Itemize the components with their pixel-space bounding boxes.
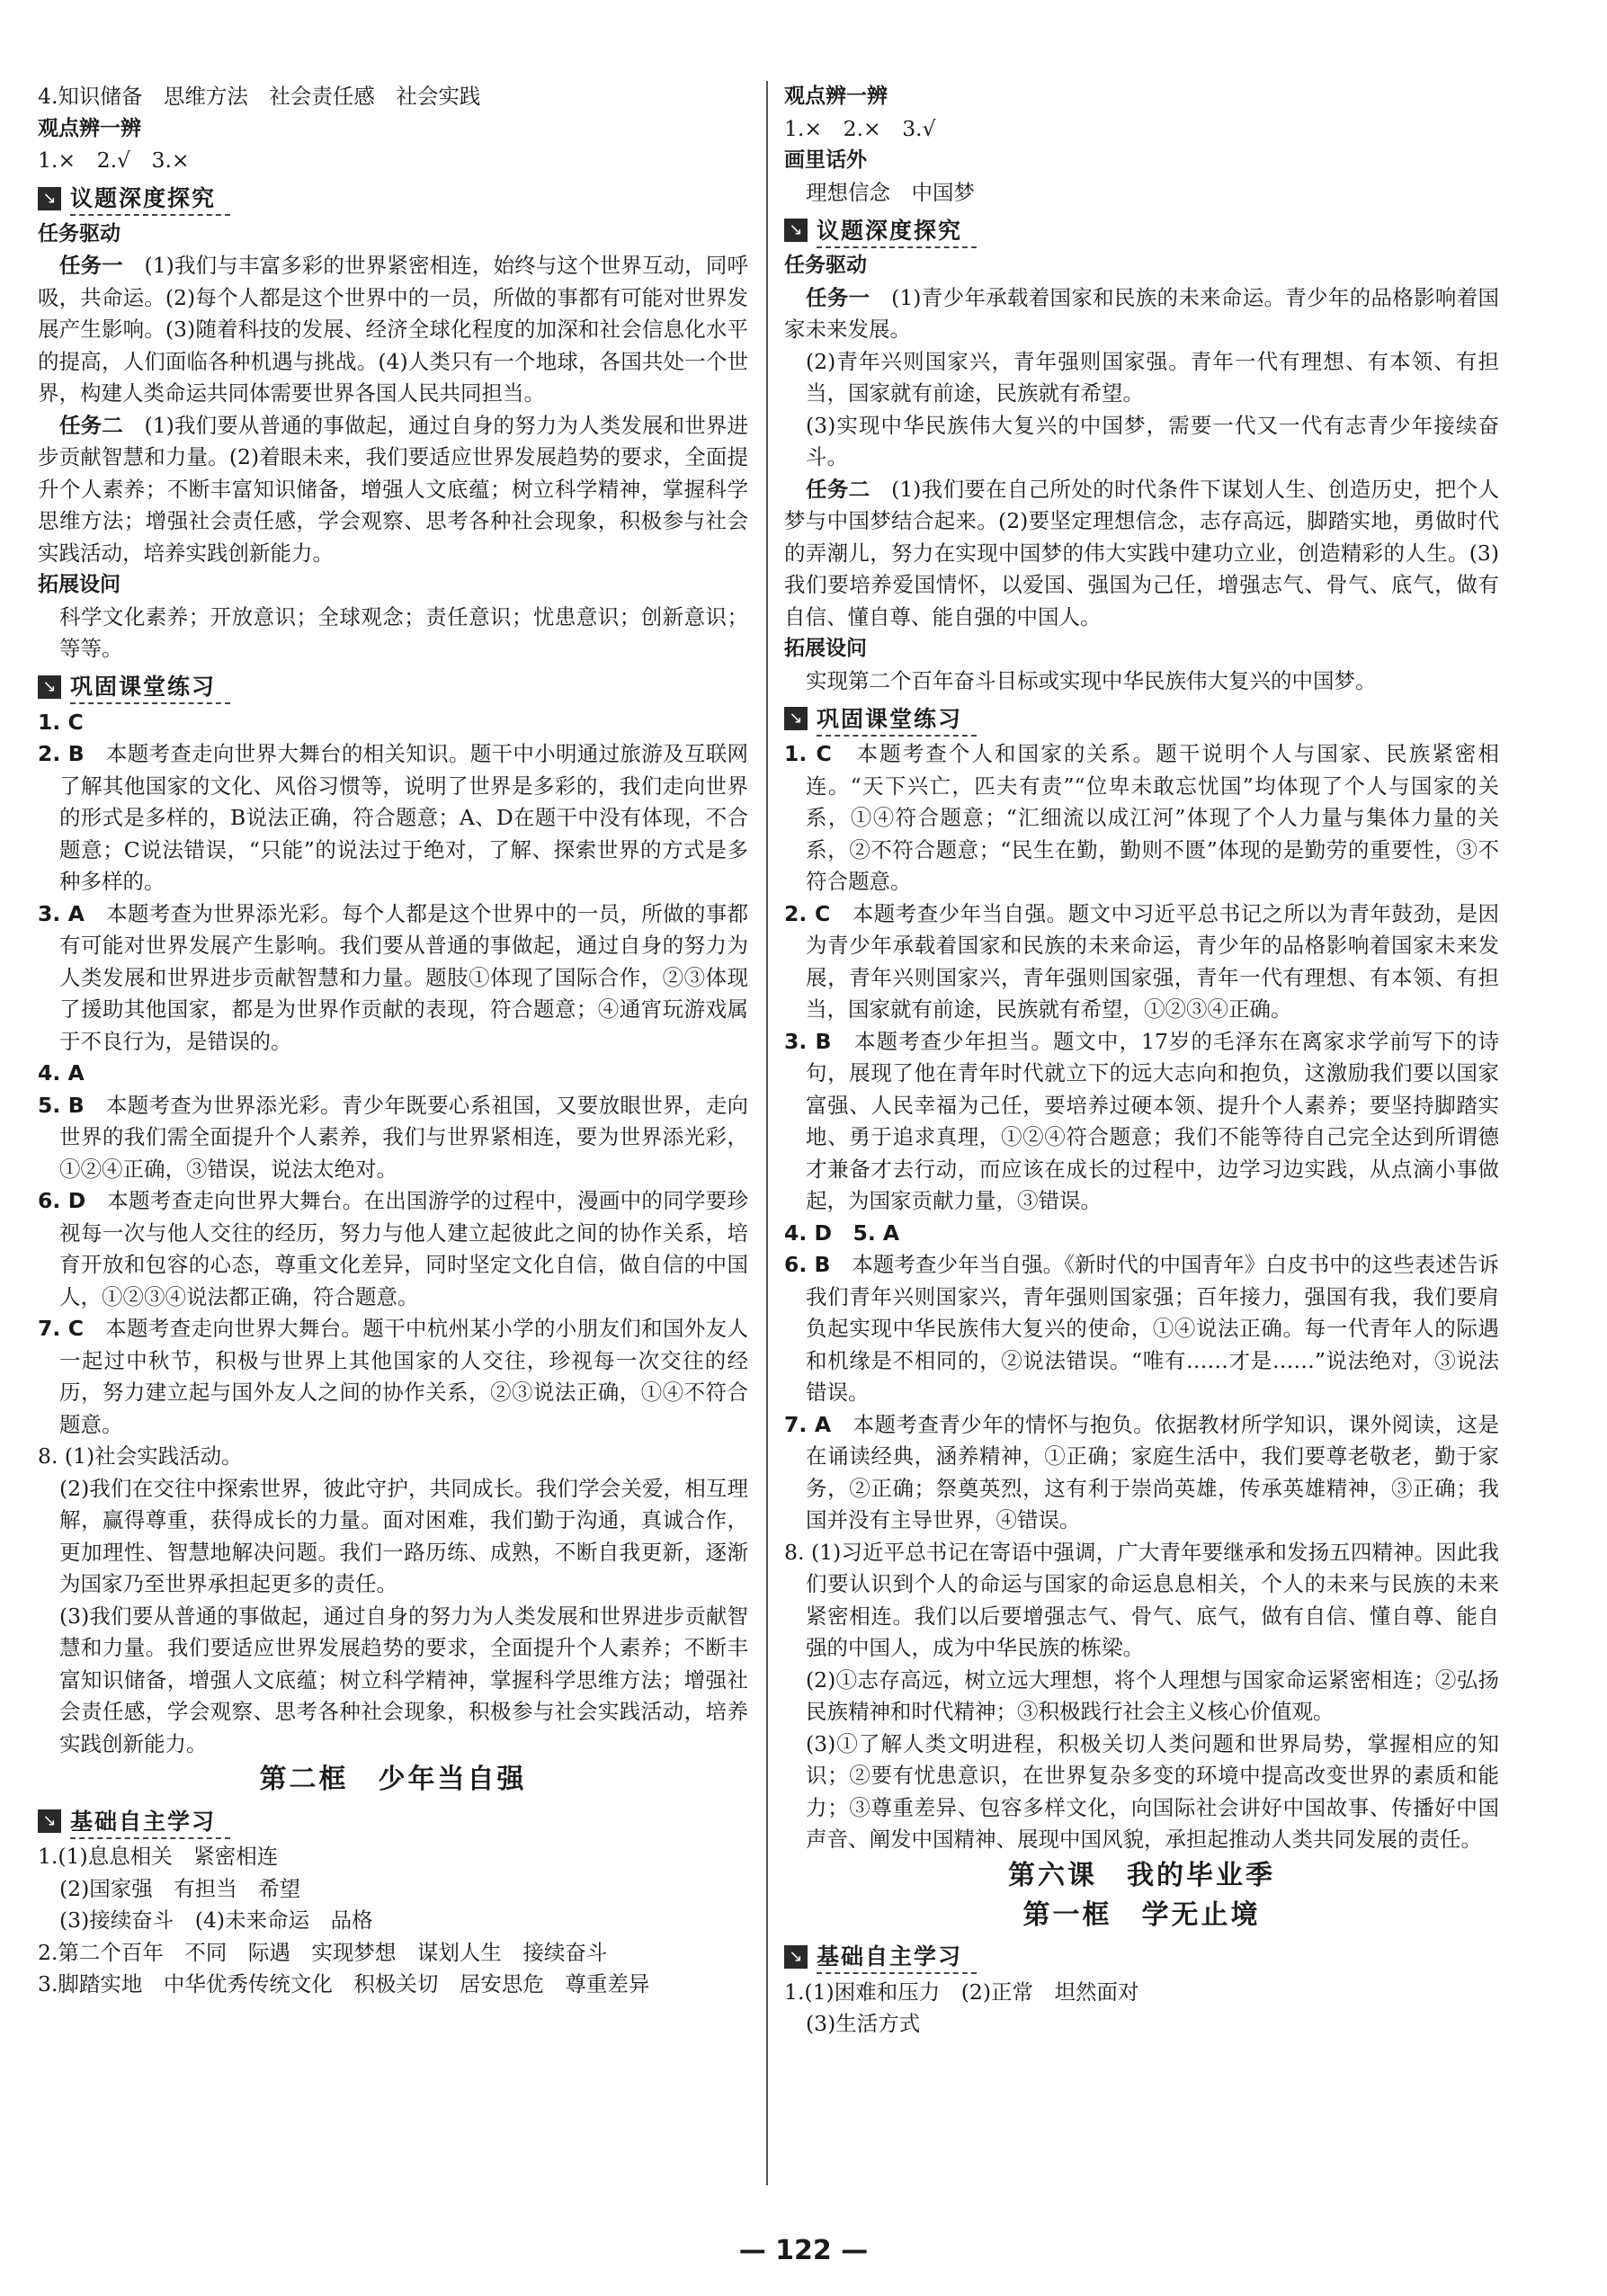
answer-text: (2)我们在交往中探索世界，彼此守护，共同成长。我们学会关爱，相互理解，赢得尊重，获得成长的力量。面对困难，我们勤于沟通，真诚合作，更加理性、智慧地解决问题。我们一路历练、成熟，不断自我更新，逐渐为国家乃至世界承担起更多的责任。	[59, 1475, 748, 1596]
answer-item	[784, 1218, 1499, 1250]
answer-text: 本题考查走向世界大舞台的相关知识。题干中小明通过旅游及互联网了解其他国家的文化、风俗习惯等，说明了世界是多彩的，我们走向世界的形式是多样的，B说法正确，符合题意；A、D在题干中没有体现，不合题意；C说法错误，“只能”的说法过于绝对，了解、探索世界的方式是多种多样的。	[59, 741, 749, 894]
answer-item	[784, 1249, 1499, 1409]
task-label: 任务驱动	[38, 221, 121, 246]
arrow-icon: ↘	[784, 707, 808, 730]
task-body: (1)我们要在自己所处的时代条件下谋划人生、创造历史，把个人梦与中国梦结合起来。(2)要坚定理想信念，志存高远，脚踏实地，勇做时代的弄潮儿，努力在实现中国梦的伟大实践中建功立业，创造精彩的人生。(3)我们要培养爱国情怀，以爱国、强国为己任，增强志气、骨气、底气，做有自信、懂自尊、能自强的中国人。	[784, 476, 1499, 630]
answer-text: 本题考查走向世界大舞台。题干中杭州某小学的小朋友们和国外友人一起过中秋节，积极与世界上其他国家的人交往，珍视每一次交往的经历，努力建立起与国外友人之间的协作关系，②③说法正确，①④不符合题意。	[59, 1316, 748, 1437]
section-header	[784, 212, 1499, 248]
answer-item	[784, 1409, 1499, 1537]
answer-number: 4. D 5. A	[784, 1219, 900, 1246]
answer-item	[784, 898, 1499, 1026]
task-head: 任务一	[806, 284, 870, 310]
section-title: 议题深度探究	[817, 213, 977, 248]
answer-item	[38, 1185, 748, 1313]
task-label: 任务驱动	[784, 254, 867, 277]
answer-text: 本题考查青少年的情怀与抱负。依据教材所学知识，课外阅读，这是在诵读经典，涵养精神，①正确；家庭生活中，我们要尊老敬老，勤于家务，②正确；祭奠英烈，这有利于崇尚英雄，传承英雄精神，③正确；我国并没有主导世界，④错误。	[806, 1411, 1500, 1532]
arrow-icon: ↘	[784, 219, 808, 242]
answer-text: 本题考查少年担当。题文中，17岁的毛泽东在离家求学前写下的诗句，展现了他在青年时代就立下的远大志向和抱负，这激励我们要以国家富强、人民幸福为己任，要培养过硬本领、提升个人素养；要坚持脚踏实地、勇于追求真理，①②④符合题意；我们不能等待自己完全达到所谓德才兼备才去行动，而应该在成长的过程中，边学习边实践，从点滴小事做起，为国家贡献力量，③错误。	[806, 1028, 1500, 1213]
extension-answer: 科学文化素养；开放意识；全球观念；责任意识；忧患意识；创新意识；等等。	[59, 603, 748, 661]
answer-text: (2)①志存高远，树立远大理想，将个人理想与国家命运紧密相连；②弘扬民族精神和时代精神；③积极践行社会主义核心价值观。	[806, 1666, 1499, 1724]
answer-item	[38, 1090, 748, 1186]
section-title: 基础自主学习	[70, 1804, 230, 1839]
task-one	[784, 282, 1499, 346]
answer-number: 6. B	[784, 1252, 831, 1277]
task-two	[38, 410, 748, 570]
task-body: (1)青少年承载着国家和民族的未来命运。青少年的品格影响着国家未来发展。	[784, 284, 1499, 342]
view-label: 观点辨一辨	[38, 116, 141, 140]
view-answers: 1.× 2.√ 3.×	[38, 147, 190, 173]
arrow-icon: ↘	[38, 675, 61, 699]
section-header	[784, 701, 1499, 737]
answer-text: 本题考查走向世界大舞台。在出国游学的过程中，漫画中的同学要珍视每一次与他人交往的经历，努力与他人建立起彼此之间的协作关系，培育开放和包容的心态，尊重文化差异，同时坚定文化自信，做自信的中国人，①②③④说法都正确，符合题意。	[59, 1188, 748, 1309]
answer-line: (3)接续奋斗 (4)未来命运 品格	[59, 1907, 373, 1933]
left-column	[38, 81, 748, 2001]
answer-item	[38, 707, 748, 739]
task-head: 任务二	[59, 412, 123, 438]
answer-text: 本题考查少年当自强。《新时代的中国青年》白皮书中的这些表述告诉我们青年兴则国家兴，青年强则国家强；百年接力，强国有我，我们要肩负起实现中华民族伟大复兴的使命，①④说法正确。每一代青年人的际遇和机缘是不相同的，②说法错误。“唯有……才是……”说法绝对，③说法错误。	[806, 1252, 1500, 1405]
answer-line: (3)生活方式	[806, 2011, 921, 2036]
answer-text: 本题考查为世界添光彩。青少年既要心系祖国，又要放眼世界，走向世界的我们需全面提升个人素养，我们与世界紧相连，要为世界添光彩，①②④正确，③错误，说法太绝对。	[59, 1092, 749, 1182]
task-head: 任务二	[806, 476, 870, 502]
page-number: — 122 —	[738, 2235, 869, 2266]
answer-item	[38, 1313, 748, 1441]
answer-number: 5. B	[38, 1092, 85, 1118]
task-body: (1)我们与丰富多彩的世界紧密相连，始终与这个世界互动，同呼吸，共命运。(2)每个人都是这个世界中的一员，所做的事都有可能对世界发展产生影响。(3)随着科技的发展、经济全球化程度的加深和社会信息化水平的提高，人们面临各种机遇与挑战。(4)人类只有一个地球，各国共处一个世界，构建人类命运共同体需要世界各国人民共同担当。	[38, 253, 749, 406]
section-header	[38, 181, 748, 217]
answer-line: (2)国家强 有担当 希望	[59, 1875, 301, 1901]
right-column	[784, 81, 1499, 2041]
answer-item	[784, 738, 1499, 898]
answer-text: 本题考查个人和国家的关系。题干说明个人与国家、民族紧密相连。“天下兴亡，匹夫有责”“位卑未敢忘忧国”均体现了个人与国家的关系，①④符合题意；“汇细流以成江河”体现了个人力量与集体力量的关系，②不符合题意；“民生在勤，勤则不匮”体现的是勤劳的重要性，③不符合题意。	[806, 741, 1500, 894]
section-title: 议题深度探究	[70, 181, 230, 216]
answer-text: (3)我们要从普通的事做起，通过自身的努力为人类发展和世界进步贡献智慧和力量。我们要适应世界发展趋势的要求，全面提升个人素养；不断丰富知识储备，增强人文底蕴；树立科学精神，掌握科学思维方法；增强社会责任感，学会观察、思考各种社会现象，积极参与社会实践活动，培养实践创新能力。	[59, 1603, 748, 1756]
answer-item: 8. (1)社会实践活动。	[38, 1443, 243, 1469]
arrow-icon: ↘	[38, 187, 61, 210]
answer-line: 2.第二个百年 不同 际遇 实现梦想 谋划人生 接续奋斗	[38, 1939, 608, 1965]
task-two	[784, 474, 1499, 634]
picture-answer: 理想信念 中国梦	[806, 179, 975, 205]
arrow-icon: ↘	[38, 1809, 61, 1833]
answer-item	[784, 1026, 1499, 1218]
answer-number: 4. A	[38, 1060, 85, 1085]
answer-text: 本题考查少年当自强。题文中习近平总书记之所以为青年鼓劲，是因为青少年承载着国家和民族的未来命运，青少年的品格影响着国家未来发展，青年兴则国家兴，青年强则国家强，青年一代有理想、有本领、有担当，国家就有前途，民族就有希望，①②③④正确。	[806, 900, 1499, 1022]
section-title: 巩固课堂练习	[817, 701, 977, 737]
answer-number: 7. C	[38, 1316, 85, 1341]
task-head: 任务一	[59, 253, 123, 278]
answer-item: 8. (1)习近平总书记在寄语中强调，广大青年要继承和发扬五四精神。因此我们要认识到个人的命运与国家的命运息息相关，个人的未来与民族的未来紧密相连。我们以后要增强志气、骨气、底气，做有自信、懂自尊、能自强的中国人，成为中华民族的栋梁。	[784, 1539, 1499, 1660]
view-answers: 1.× 2.× 3.√	[784, 115, 936, 141]
answer-number: 7. A	[784, 1411, 832, 1437]
task-body: (2)青年兴则国家兴，青年强则国家强。青年一代有理想、有本领、有担当，国家就有前途，民族就有希望。	[806, 348, 1499, 406]
answer-number: 2. B	[38, 741, 85, 766]
answer-number: 1. C	[38, 709, 84, 735]
answer-line: 3.脚踏实地 中华优秀传统文化 积极关切 居安思危 尊重差异	[38, 1971, 650, 1997]
section-title: 巩固课堂练习	[70, 669, 230, 704]
answer-number: 3. A	[38, 900, 85, 926]
answer-line: 1.(1)困难和压力 (2)正常 坦然面对	[784, 1979, 1139, 2005]
picture-label: 画里话外	[784, 148, 867, 172]
section-title: 基础自主学习	[817, 1939, 977, 1974]
answer-line: 4.知识储备 思维方法 社会责任感 社会实践	[38, 84, 481, 109]
frame-heading: 第一框 学无止境	[1022, 1898, 1261, 1931]
answer-item	[38, 738, 748, 898]
extension-label: 拓展设问	[784, 637, 867, 660]
section-header	[38, 669, 748, 705]
task-body: (1)我们要从普通的事做起，通过自身的努力为人类发展和世界进步贡献智慧和力量。(2)着眼未来，我们要适应世界发展趋势的要求，全面提升个人素养；不断丰富知识储备，增强人文底蕴；树立科学精神，掌握科学思维方法；增强社会责任感，学会观察、思考各种社会现象，积极参与社会实践活动，培养实践创新能力。	[38, 412, 749, 566]
answer-line: 1.(1)息息相关 紧密相连	[38, 1844, 279, 1869]
view-label: 观点辨一辨	[784, 85, 888, 108]
answer-number: 3. B	[784, 1028, 832, 1054]
task-one	[38, 250, 748, 410]
arrow-icon: ↘	[784, 1945, 808, 1969]
task-body: (3)实现中华民族伟大复兴的中国梦，需要一代又一代有志青少年接续奋斗。	[806, 412, 1499, 469]
answer-text: 本题考查为世界添光彩。每个人都是这个世界中的一员，所做的事都有可能对世界发展产生影响。我们要从普通的事做起，通过自身的努力为人类发展和世界进步贡献智慧和力量。题肢①体现了国际合作，②③体现了援助其他国家，都是为世界作贡献的表现，符合题意；④通宵玩游戏属于不良行为，是错误的。	[59, 900, 749, 1054]
answer-item	[38, 1058, 748, 1090]
answer-number: 2. C	[784, 900, 831, 926]
column-divider	[766, 81, 768, 2185]
answer-number: 6. D	[38, 1188, 86, 1213]
extension-answer: 实现第二个百年奋斗目标或实现中华民族伟大复兴的中国梦。	[806, 667, 1377, 693]
section-header	[38, 1803, 748, 1839]
answer-item	[38, 898, 748, 1059]
answer-number: 1. C	[784, 741, 832, 766]
answer-text: (3)①了解人类文明进程，积极关切人类问题和世界局势，掌握相应的知识；②要有忧患意识，在世界复杂多变的环境中提高改变世界的素质和能力；③尊重差异、包容多样文化，向国际社会讲好中国故事、传播好中国声音、阐发中国精神、展现中国风貌，承担起推动人类共同发展的责任。	[806, 1730, 1499, 1852]
section-header	[784, 1939, 1499, 1975]
lesson-heading: 第二框 少年当自强	[259, 1764, 527, 1795]
extension-label: 拓展设问	[38, 573, 121, 596]
lesson-heading: 第六课 我的毕业季	[1008, 1859, 1275, 1891]
